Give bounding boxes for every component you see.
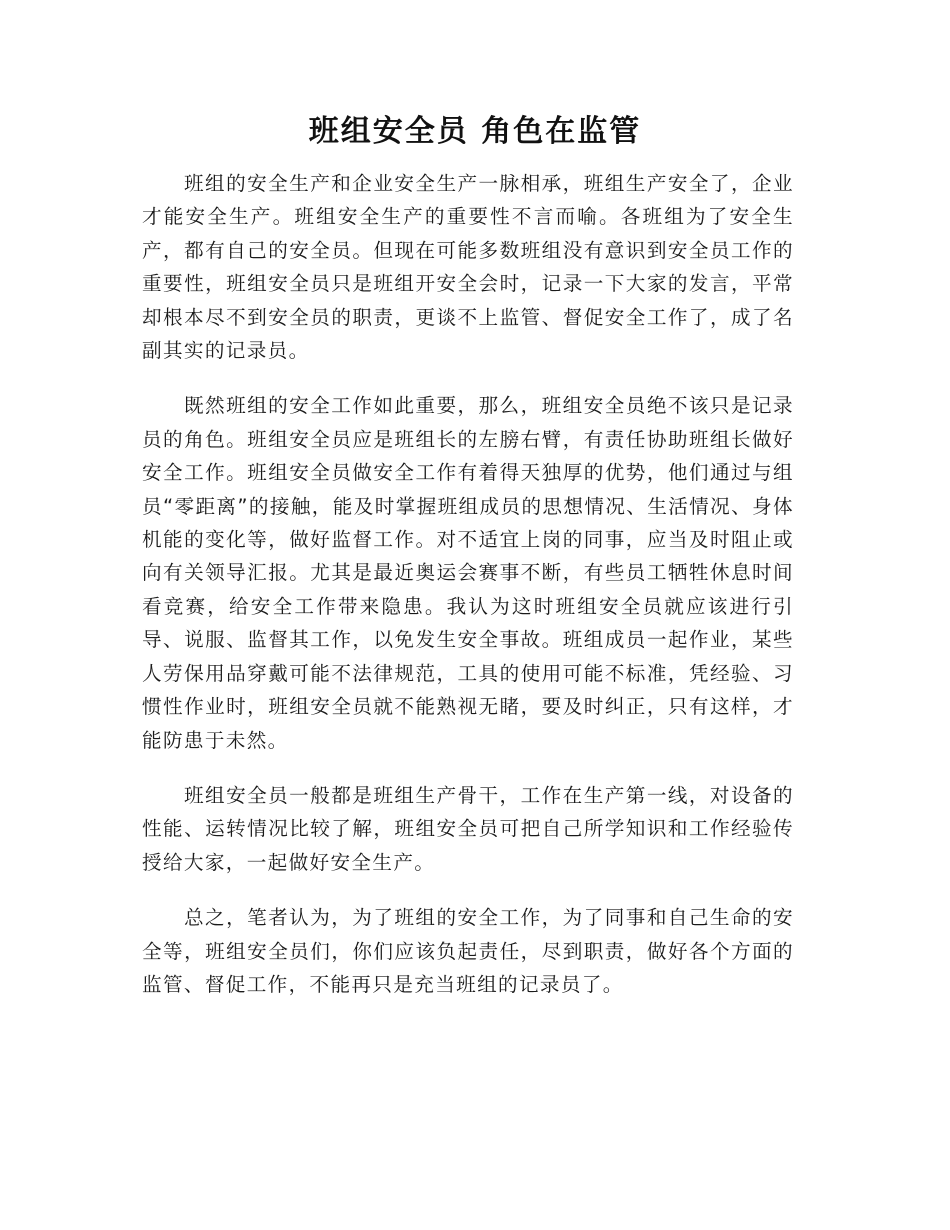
paragraph-4: 总之，笔者认为，为了班组的安全工作，为了同事和自己生命的安全等，班组安全员们，你们应该负起责任，尽到职责，做好各个方面的监管、督促工作，不能再只是充当班组的记录员了。	[142, 906, 794, 996]
paragraph-3: 班组安全员一般都是班组生产骨干，工作在生产第一线，对设备的性能、运转情况比较了解，班组安全员可把自己所学知识和工作经验传授给大家，一起做好安全生产。	[142, 783, 794, 874]
document-title: 班组安全员 角色在监管	[308, 114, 642, 149]
paragraph-2: 既然班组的安全工作如此重要，那么，班组安全员绝不该只是记录员的角色。班组安全员应是班组长的左膀右臂，有责任协助班组长做好安全工作。班组安全员做安全工作有着得天独厚的优势，他们通过与组员“零距离”的接触，能及时掌握班组成员的思想情况、生活情况、身体机能的变化等，做好监督工作。对不适宜上岗的同事，应当及时阻止或向有关领导汇报。尤其是最近奥运会赛事不断，有些员工牺牲休息时间看竞赛，给安全工作带来隐患。我认为这时班组安全员就应该进行引导、说服、监督其工作，以免发生安全事故。班组成员一起作业，某些人劳保用品穿戴可能不法律规范，工具的使用可能不标准，凭经验、习惯性作业时，班组安全员就不能熟视无睹，要及时纠正，只有这样，才能防患于未然。	[142, 394, 794, 752]
paragraph-1: 班组的安全生产和企业安全生产一脉相承，班组生产安全了，企业才能安全生产。班组安全生产的重要性不言而喻。各班组为了安全生产，都有自己的安全员。但现在可能多数班组没有意识到安全员工作的重要性，班组安全员只是班组开安全会时，记录一下大家的发言，平常却根本尽不到安全员的职责，更谈不上监管、督促安全工作了，成了名副其实的记录员。	[142, 172, 794, 363]
document-body	[142, 167, 794, 1023]
